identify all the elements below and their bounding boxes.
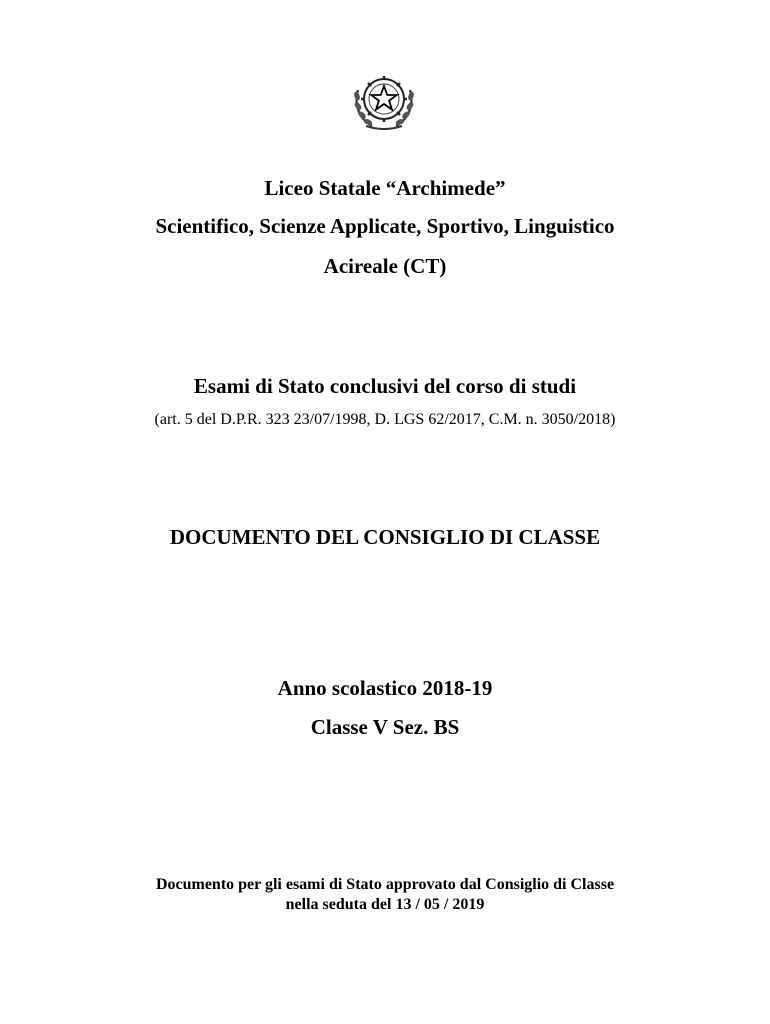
italian-republic-emblem-icon [350,68,418,132]
school-tracks: Scientifico, Scienze Applicate, Sportivo, Linguistico [155,214,615,238]
exam-title: Esami di Stato conclusivi del corso di studi [193,374,577,398]
school-year: Anno scolastico 2018-19 [277,676,493,700]
school-city: Acireale (CT) [323,254,447,278]
class-section: Classe V Sez. BS [310,715,460,739]
exam-reference: (art. 5 del D.P.R. 323 23/07/1998, D. LGS 62/2017, C.M. n. 3050/2018) [154,411,616,428]
approval-line-2: nella seduta del 13 / 05 / 2019 [285,896,485,913]
school-name: Liceo Statale “Archimede” [264,176,506,200]
document-title: DOCUMENTO DEL CONSIGLIO DI CLASSE [169,525,601,549]
approval-line-1: Documento per gli esami di Stato approvato dal Consiglio di Classe [155,876,615,893]
